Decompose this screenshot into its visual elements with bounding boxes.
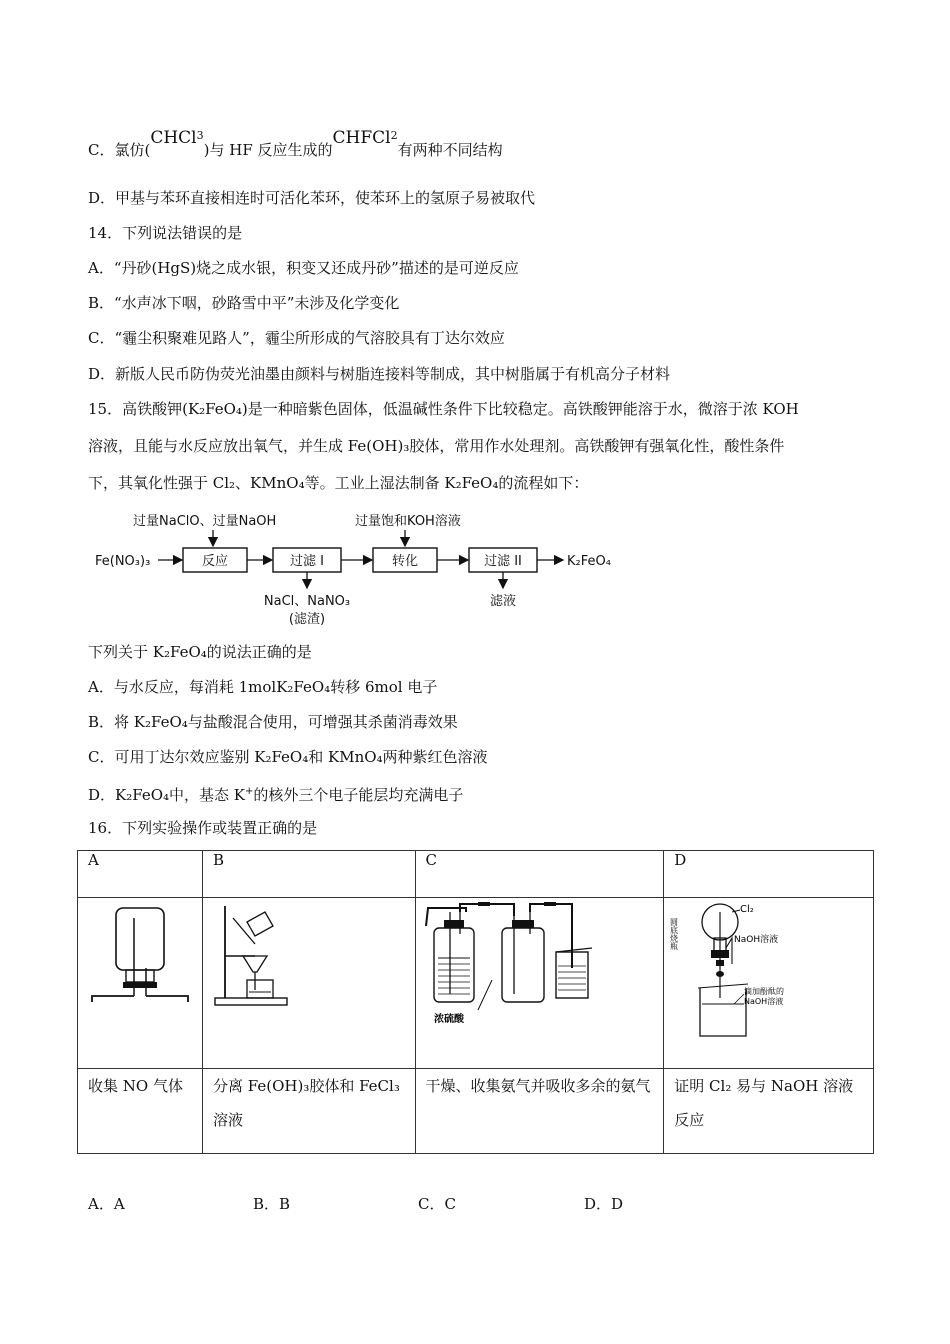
table-header-b: B <box>203 851 416 898</box>
label-flask-l1: 圆底烧瓶 <box>669 918 679 950</box>
filtration-setup-illustration <box>213 898 293 1013</box>
apparatus-c-cell <box>415 898 664 1069</box>
answer-b: B．B <box>253 1195 291 1213</box>
caption-b: 分离 Fe(OH)₃胶体和 FeCl₃溶液 <box>203 1069 416 1154</box>
process-flow-diagram <box>95 508 635 633</box>
gas-bottle-illustration <box>88 898 192 1008</box>
q16-stem: 16．下列实验操作或装置正确的是 <box>88 819 318 837</box>
q14-option-a: A．“丹砂(HgS)烧之成水银，积变又还成丹砂”描述的是可逆反应 <box>88 259 519 277</box>
answer-a: A．A <box>88 1195 125 1213</box>
label-conc-sulfuric-acid: 浓硫酸 <box>433 1014 464 1025</box>
flow-step1: 反应 <box>201 554 229 569</box>
caption-a: 收集 NO 气体 <box>78 1069 203 1154</box>
apparatus-b-cell <box>203 898 416 1069</box>
q15-stem-line1: 15．高铁酸钾(K₂FeO₄)是一种暗紫色固体，低温碱性条件下比较稳定。高铁酸钾能溶于水，微溶于浓 KOH <box>88 400 799 418</box>
answer-c: C．C <box>418 1195 456 1213</box>
fountain-experiment-illustration <box>669 898 794 1043</box>
table-header-c: C <box>415 851 664 898</box>
flow-reagent2: 过量饱和KOH溶液 <box>355 514 461 529</box>
q15-question: 下列关于 K₂FeO₄的说法正确的是 <box>88 643 312 661</box>
table-header-d: D <box>664 851 874 898</box>
q15-option-d: D．K₂FeO₄中，基态 K+的核外三个电子能层均充满电子 <box>88 786 464 804</box>
flow-reagent1: 过量NaClO、过量NaOH <box>133 514 277 529</box>
label-beaker-l2: NaOH溶液 <box>744 997 784 1006</box>
table-header-a: A <box>78 851 203 898</box>
flow-step3: 转化 <box>391 554 419 569</box>
q15-stem-line3: 下，其氧化性强于 Cl₂、KMnO₄等。工业上湿法制备 K₂FeO₄的流程如下： <box>88 474 589 492</box>
q13-option-d: D．甲基与苯环直接相连时可活化苯环，使苯环上的氢原子易被取代 <box>88 189 536 207</box>
caption-c: 干燥、收集氨气并吸收多余的氨气 <box>415 1069 664 1154</box>
flow-byproduct1-note: (滤渣) <box>288 612 326 627</box>
q16-answer-options <box>88 1193 788 1215</box>
flow-byproduct1: NaCl、NaNO₃ <box>263 594 351 609</box>
caption-d: 证明 Cl₂ 易与 NaOH 溶液反应 <box>664 1069 874 1154</box>
formula-chcl3: CHCl$^3$ <box>150 128 204 148</box>
label-naoh-dropper: NaOH溶液 <box>734 935 779 945</box>
q15-option-c: C．可用丁达尔效应鉴别 K₂FeO₄和 KMnO₄两种紫红色溶液 <box>88 748 488 766</box>
q14-option-b: B．“水声冰下咽，砂路雪中平”未涉及化学变化 <box>88 294 400 312</box>
q16-options-table <box>77 850 874 1154</box>
label-cl2: Cl₂ <box>740 904 755 915</box>
q14-stem: 14．下列说法错误的是 <box>88 224 243 242</box>
flow-output: K₂FeO₄ <box>567 554 611 569</box>
q14-option-c: C．“霾尘积聚难见路人”，霾尘所形成的气溶胶具有丁达尔效应 <box>88 329 505 347</box>
flow-byproduct2: 滤液 <box>489 594 517 609</box>
label-beaker-l1: 滴加酚酞的 <box>744 987 785 996</box>
apparatus-a-cell <box>78 898 203 1069</box>
q13-option-c: C．氯仿(CHCl$^3$)与 HF 反应生成的CHFCl$^2$有两种不同结构 <box>88 128 503 159</box>
dry-collect-absorb-illustration <box>426 898 606 1028</box>
q14-option-d: D．新版人民币防伪荧光油墨由颜料与树脂连接料等制成，其中树脂属于有机高分子材料 <box>88 365 671 383</box>
apparatus-d-cell <box>664 898 874 1069</box>
q15-option-b: B．将 K₂FeO₄与盐酸混合使用，可增强其杀菌消毒效果 <box>88 713 458 731</box>
formula-chfcl2: CHFCl$^2$ <box>332 128 398 148</box>
answer-d: D．D <box>584 1195 624 1213</box>
flow-input: Fe(NO₃)₃ <box>95 554 151 569</box>
q15-stem-line2: 溶液，且能与水反应放出氧气，并生成 Fe(OH)₃胶体，常用作水处理剂。高铁酸钾有强氧化性，酸性条件 <box>88 437 785 455</box>
flow-step2: 过滤 I <box>290 554 324 569</box>
q15-option-a: A．与水反应，每消耗 1molK₂FeO₄转移 6mol 电子 <box>88 678 438 696</box>
flow-step4: 过滤 II <box>484 554 522 569</box>
